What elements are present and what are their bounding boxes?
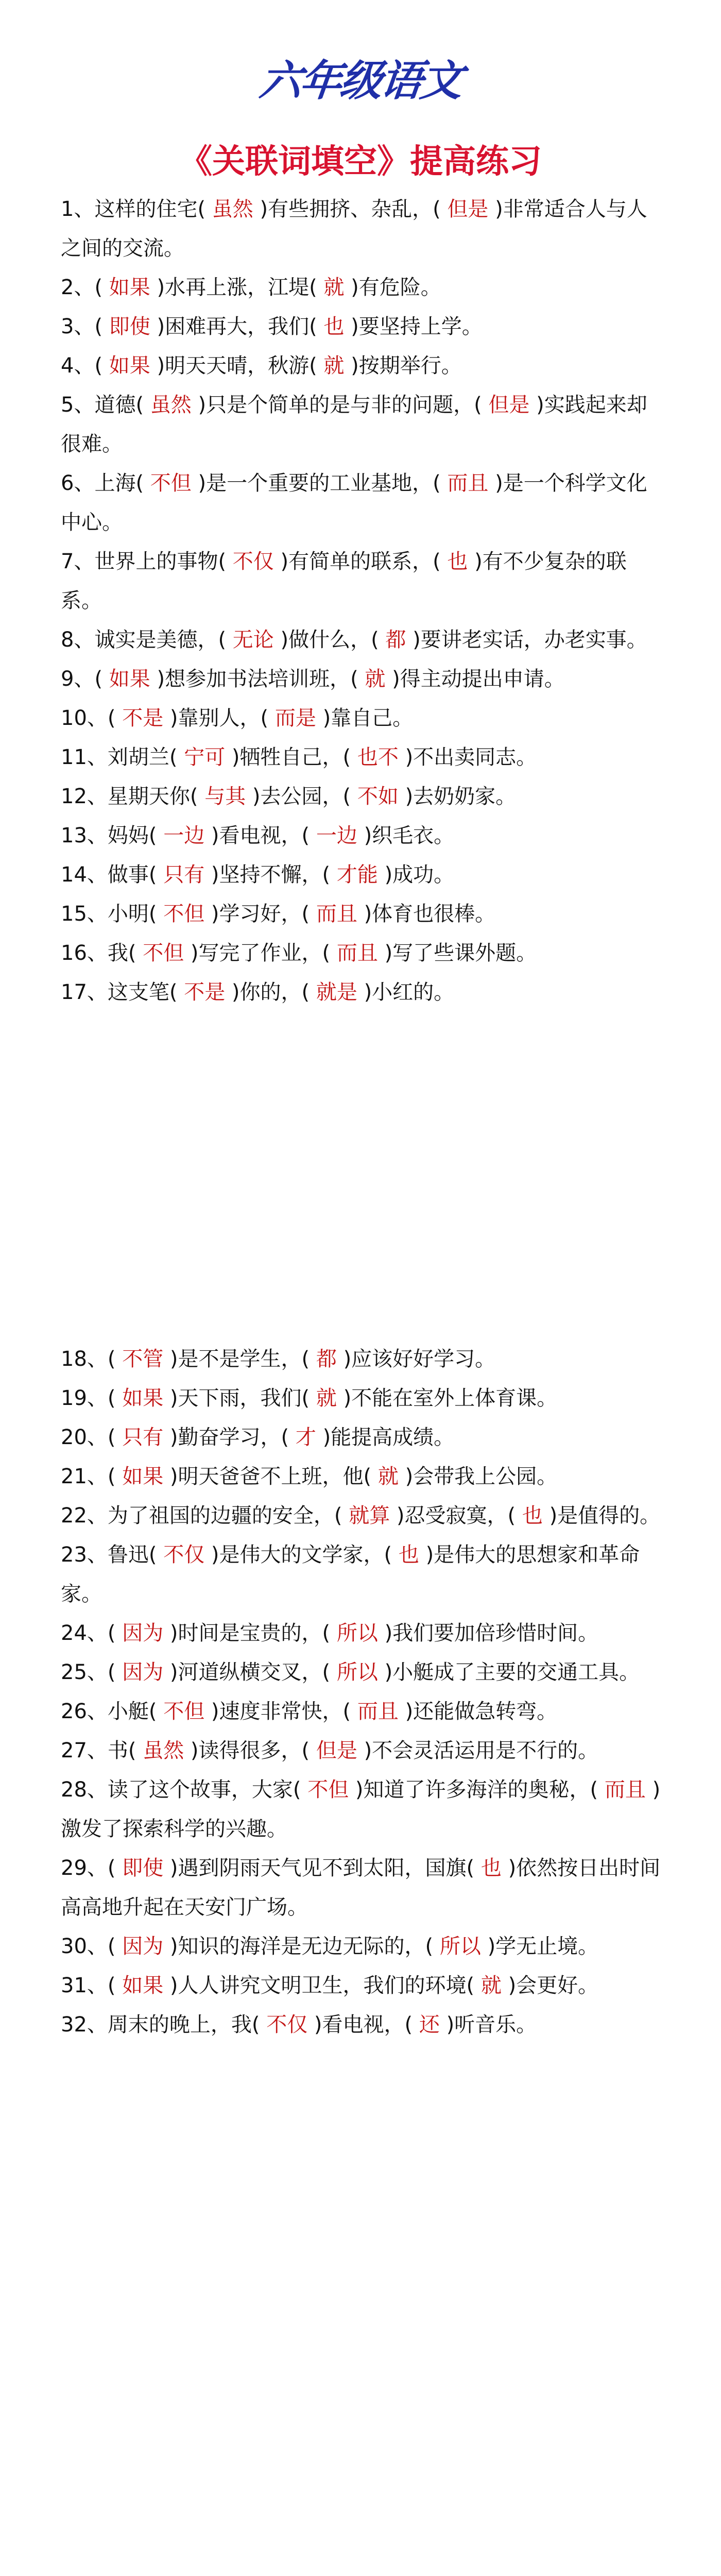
question-text: )是值得的。 — [542, 1504, 661, 1528]
question-text: )得主动提出申请。 — [385, 667, 565, 691]
question-text: )是一个科学文化中心。 — [61, 471, 647, 534]
question-text: )实践起来却很难。 — [61, 393, 647, 456]
question-text: )激发了探索科学的兴趣。 — [61, 1778, 661, 1841]
question-item — [61, 1692, 662, 1731]
question-item — [61, 1614, 662, 1653]
question-text: 7、世界上的事物( — [61, 550, 233, 573]
question-section-1 — [61, 190, 662, 1012]
question-text: )不能在室外上体育课。 — [336, 1386, 558, 1410]
question-item — [61, 385, 662, 464]
answer-text: 因为 — [122, 1935, 164, 1958]
question-item — [61, 1418, 662, 1457]
answer-text: 即使 — [122, 1856, 164, 1880]
question-text: )你的，( — [225, 980, 316, 1004]
question-text: 17、这支笔( — [61, 980, 184, 1004]
page-title: 《关联词填空》提高练习 — [179, 143, 542, 181]
question-text: )困难再大，我们( — [150, 315, 324, 338]
question-text: )做什么，( — [273, 628, 386, 652]
answer-text: 而且 — [357, 1700, 399, 1723]
answer-text: 所以 — [439, 1935, 481, 1958]
answer-text: 只有 — [122, 1426, 164, 1449]
question-text: 31、( — [61, 1974, 123, 1997]
question-text: 25、( — [61, 1660, 123, 1684]
answer-text: 所以 — [336, 1660, 378, 1684]
question-text: 27、书( — [61, 1739, 143, 1762]
answer-text: 如果 — [122, 1386, 164, 1410]
answer-text: 就 — [365, 667, 386, 691]
question-item — [61, 816, 662, 855]
answer-text: 但是 — [447, 197, 495, 221]
question-text: 6、上海( — [61, 471, 150, 495]
question-item — [61, 542, 662, 620]
answer-text: 不但 — [150, 471, 192, 495]
answer-text: 一边 — [163, 824, 205, 848]
question-text: )想参加书法培训班，( — [150, 667, 365, 691]
question-item — [61, 699, 662, 738]
answer-text: 宁可 — [184, 745, 226, 769]
question-text: 16、我( — [61, 941, 143, 965]
question-item — [61, 1927, 662, 1966]
question-text: 1、这样的住宅( — [61, 197, 206, 221]
question-text: )读得很多，( — [184, 1739, 316, 1762]
question-text: )不会灵活运用是不行的。 — [357, 1739, 599, 1762]
question-text: 2、( — [61, 276, 109, 299]
answer-text: 都 — [316, 1347, 337, 1371]
answer-text: 不但 — [163, 902, 205, 926]
answer-text: 不但 — [163, 1700, 205, 1723]
question-text: 24、( — [61, 1621, 123, 1645]
answer-text: 而且 — [447, 471, 489, 495]
question-text: )要讲老实话，办老实事。 — [406, 628, 647, 652]
question-text: )是一个重要的工业基地，( — [191, 471, 448, 495]
question-item — [61, 934, 662, 973]
answer-text: 就 — [323, 354, 345, 378]
answer-text: 虽然 — [205, 197, 260, 221]
answer-text: 因为 — [122, 1660, 164, 1684]
question-text: )织毛衣。 — [357, 824, 455, 848]
question-text: )学无止境。 — [480, 1935, 599, 1958]
question-text: )勤奋学习，( — [163, 1426, 296, 1449]
question-text: )看电视，( — [204, 824, 316, 848]
question-text: )遇到阴雨天气见不到太阳，国旗( — [163, 1856, 481, 1880]
question-text: )知道了许多海洋的奥秘，( — [349, 1778, 605, 1802]
question-text: )是不是学生，( — [163, 1347, 316, 1371]
answer-text: 如果 — [109, 667, 150, 691]
question-text: )有些拥挤、杂乱，( — [260, 197, 448, 221]
question-item — [61, 894, 662, 934]
question-text: )听音乐。 — [439, 2013, 537, 2037]
answer-text: 不是 — [122, 706, 164, 730]
answer-text: 不是 — [184, 980, 226, 1004]
question-text: 9、( — [61, 667, 109, 691]
question-item — [61, 307, 662, 346]
question-text: )去公园，( — [246, 785, 357, 808]
answer-text: 虽然 — [143, 1739, 184, 1762]
answer-text: 但是 — [316, 1739, 357, 1762]
answer-text: 就 — [323, 276, 345, 299]
question-text: )非常适合人与人之间的交流。 — [61, 197, 647, 260]
question-text: )小红的。 — [357, 980, 455, 1004]
question-text: )是伟大的文学家，( — [204, 1543, 399, 1567]
question-text: 3、( — [61, 315, 109, 338]
question-text: )明天天晴，秋游( — [150, 354, 324, 378]
question-item — [61, 268, 662, 307]
question-item — [61, 777, 662, 816]
question-text: )速度非常快，( — [204, 1700, 357, 1723]
question-text: )看电视，( — [307, 2013, 419, 2037]
question-text: 28、读了这个故事，大家( — [61, 1778, 308, 1802]
answer-text: 就 — [377, 1465, 399, 1488]
question-text: )有危险。 — [344, 276, 441, 299]
question-item — [61, 1966, 662, 2005]
question-text: )只是个简单的是与非的问题，( — [191, 393, 489, 417]
question-text: )去奶奶家。 — [398, 785, 517, 808]
question-item — [61, 1379, 662, 1418]
answer-text: 即使 — [109, 315, 150, 338]
answer-text: 如果 — [109, 354, 150, 378]
answer-text: 不仅 — [232, 550, 274, 573]
question-text: 22、为了祖国的边疆的安全，( — [61, 1504, 349, 1528]
answer-text: 如果 — [122, 1465, 164, 1488]
question-item — [61, 1770, 662, 1849]
answer-text: 虽然 — [150, 393, 192, 417]
question-item — [61, 1653, 662, 1692]
question-text: 30、( — [61, 1935, 123, 1958]
question-item — [61, 464, 662, 542]
question-text: 12、星期天你( — [61, 785, 205, 808]
answer-text: 不但 — [143, 941, 184, 965]
brand-logo — [0, 47, 721, 108]
question-text: )还能做急转弯。 — [398, 1700, 558, 1723]
answer-text: 不仅 — [163, 1543, 205, 1567]
question-text: )是伟大的思想家和革命家。 — [61, 1543, 640, 1606]
question-item — [61, 190, 662, 268]
question-text: )会带我上公园。 — [398, 1465, 558, 1488]
question-text: 20、( — [61, 1426, 123, 1449]
question-text: )学习好，( — [204, 902, 316, 926]
question-item — [61, 855, 662, 894]
question-item — [61, 1731, 662, 1770]
question-text: 8、诚实是美德，( — [61, 628, 233, 652]
question-item — [61, 973, 662, 1012]
question-text: 18、( — [61, 1347, 123, 1371]
question-text: )知识的海洋是无边无际的，( — [163, 1935, 440, 1958]
answer-text: 不如 — [357, 785, 399, 808]
question-section-2 — [61, 1340, 662, 2044]
question-text: 29、( — [61, 1856, 123, 1880]
answer-text: 不但 — [307, 1778, 349, 1802]
question-text: )坚持不懈，( — [204, 863, 337, 887]
question-text: 32、周末的晚上，我( — [61, 2013, 267, 2037]
question-item — [61, 1496, 662, 1535]
question-text: )小艇成了主要的交通工具。 — [377, 1660, 640, 1684]
brand-text: 六年级语文 — [257, 57, 464, 106]
answer-text: 就算 — [349, 1504, 390, 1528]
question-text: )应该好好学习。 — [336, 1347, 496, 1371]
question-item — [61, 2005, 662, 2044]
answer-text: 不管 — [122, 1347, 164, 1371]
answer-text: 都 — [385, 628, 406, 652]
question-text: )明天爸爸不上班，他( — [163, 1465, 378, 1488]
answer-text: 才能 — [336, 863, 378, 887]
question-item — [61, 346, 662, 385]
question-text: )有简单的联系，( — [273, 550, 448, 573]
answer-text: 就 — [316, 1386, 337, 1410]
question-text: )不出卖同志。 — [398, 745, 537, 769]
question-text: )时间是宝贵的，( — [163, 1621, 337, 1645]
answer-text: 就是 — [316, 980, 357, 1004]
question-text: 5、道德( — [61, 393, 150, 417]
answer-text: 而是 — [274, 706, 316, 730]
question-item — [61, 1535, 662, 1614]
question-item — [61, 620, 662, 659]
answer-text: 而且 — [336, 941, 378, 965]
question-text: )体育也很棒。 — [357, 902, 496, 926]
answer-text: 也 — [480, 1856, 502, 1880]
answer-text: 而且 — [604, 1778, 646, 1802]
question-text: 19、( — [61, 1386, 123, 1410]
answer-text: 也 — [447, 550, 468, 573]
answer-text: 也 — [323, 315, 345, 338]
question-text: )写了些课外题。 — [377, 941, 537, 965]
answer-text: 就 — [480, 1974, 502, 1997]
question-text: )有不少复杂的联系。 — [61, 550, 627, 613]
answer-text: 所以 — [336, 1621, 378, 1645]
question-text: )天下雨，我们( — [163, 1386, 316, 1410]
question-text: 21、( — [61, 1465, 123, 1488]
question-text: )人人讲究文明卫生，我们的环境( — [163, 1974, 481, 1997]
question-text: )会更好。 — [501, 1974, 599, 1997]
question-item — [61, 1457, 662, 1496]
question-text: 11、刘胡兰( — [61, 745, 184, 769]
question-text: )成功。 — [377, 863, 455, 887]
question-text: 14、做事( — [61, 863, 164, 887]
answer-text: 还 — [419, 2013, 440, 2037]
answer-text: 只有 — [163, 863, 205, 887]
question-text: )河道纵横交叉，( — [163, 1660, 337, 1684]
question-text: 10、( — [61, 706, 123, 730]
question-text: )要坚持上学。 — [344, 315, 483, 338]
answer-text: 也 — [522, 1504, 543, 1528]
question-item — [61, 1340, 662, 1379]
question-text: )忍受寂寞，( — [390, 1504, 522, 1528]
question-text: )牺牲自己，( — [225, 745, 357, 769]
question-item — [61, 659, 662, 699]
question-text: )能提高成绩。 — [316, 1426, 455, 1449]
answer-text: 与其 — [204, 785, 246, 808]
question-text: )依然按日出时间高高地升起在天安门广场。 — [61, 1856, 661, 1919]
answer-text: 也 — [398, 1543, 419, 1567]
question-item — [61, 1849, 662, 1927]
question-text: )我们要加倍珍惜时间。 — [377, 1621, 599, 1645]
answer-text: 而且 — [316, 902, 357, 926]
question-item — [61, 738, 662, 777]
answer-text: 也不 — [357, 745, 399, 769]
question-text: 13、妈妈( — [61, 824, 164, 848]
answer-text: 但是 — [488, 393, 530, 417]
question-text: 23、鲁迅( — [61, 1543, 164, 1567]
answer-text: 才 — [295, 1426, 316, 1449]
answer-text: 因为 — [122, 1621, 164, 1645]
question-text: 26、小艇( — [61, 1700, 164, 1723]
question-text: )靠自己。 — [316, 706, 414, 730]
question-text: )水再上涨，江堤( — [157, 276, 324, 299]
question-text: )靠别人，( — [163, 706, 275, 730]
answer-text: 如果 — [109, 276, 157, 299]
question-text: 4、( — [61, 354, 109, 378]
question-text: )按期举行。 — [344, 354, 462, 378]
question-text: 15、小明( — [61, 902, 164, 926]
answer-text: 一边 — [316, 824, 357, 848]
answer-text: 不仅 — [266, 2013, 308, 2037]
question-text: )写完了作业，( — [184, 941, 337, 965]
answer-text: 如果 — [122, 1974, 164, 1997]
answer-text: 无论 — [232, 628, 274, 652]
